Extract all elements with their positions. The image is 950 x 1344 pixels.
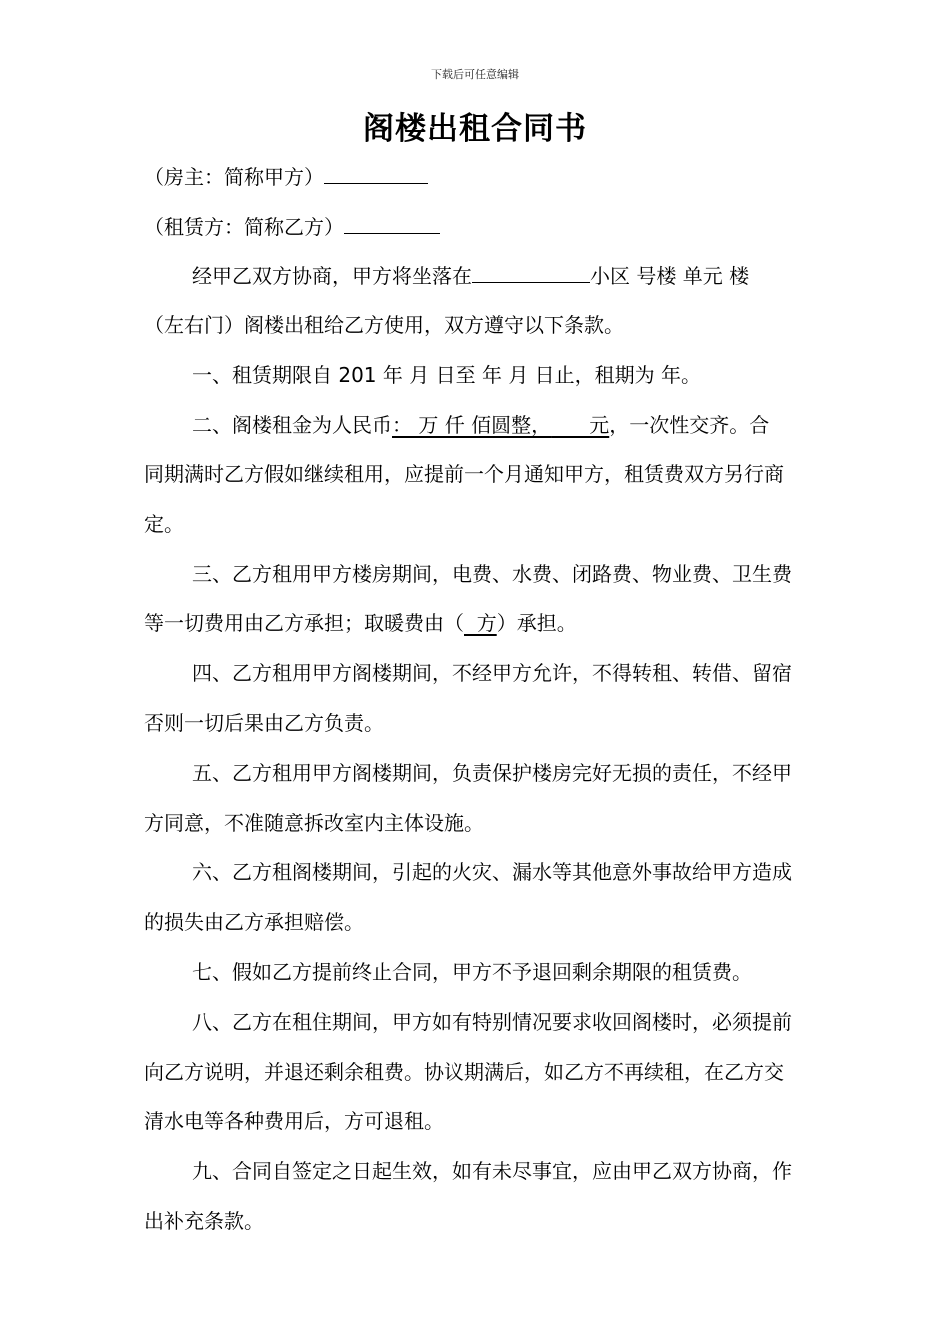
clause-9-line-1: 九、合同自签定之日起生效，如有未尽事宜，应由甲乙双方协商，作 — [192, 1159, 792, 1183]
intro-line-1 — [144, 260, 806, 291]
clause-2-text-b: ，一次性交齐。合 — [609, 413, 770, 437]
clause-9-line-2: 出补充条款。 — [144, 1209, 264, 1233]
intro-line-2: （左右门）阁楼出租给乙方使用，双方遵守以下条款。 — [144, 313, 624, 337]
intro-text-b: 小区 号楼 单元 楼 — [590, 264, 750, 288]
rent-amount-blank: ： 万 仟 佰圆整， — [392, 413, 552, 437]
clause-6-line-1: 六、乙方租阁楼期间，引起的火灾、漏水等其他意外事故给甲方造成 — [192, 860, 792, 884]
clause-4-line-1: 四、乙方租用甲方阁楼期间，不经甲方允许，不得转租、转借、留宿 — [192, 661, 792, 685]
clause-7: 七、假如乙方提前终止合同，甲方不予退回剩余期限的租赁费。 — [192, 960, 752, 984]
intro-text-a: 经甲乙双方协商，甲方将坐落在 — [192, 264, 472, 288]
clause-2-line-3: 定。 — [144, 512, 184, 536]
clause-4-line-2: 否则一切后果由乙方负责。 — [144, 711, 384, 735]
heating-payer-blank: 方 — [464, 611, 497, 635]
clause-5-line-1: 五、乙方租用甲方阁楼期间，负责保护楼房完好无损的责任，不经甲 — [192, 761, 792, 785]
tenant-label: （租赁方：简称乙方） — [144, 215, 344, 239]
tenant-line — [144, 211, 806, 242]
address-blank — [472, 260, 590, 283]
tenant-name-blank — [344, 211, 440, 234]
clause-2-line-2: 同期满时乙方假如继续租用，应提前一个月通知甲方，租赁费双方另行商 — [144, 462, 784, 486]
clause-3-text-b: ）承担。 — [496, 611, 577, 635]
landlord-line — [144, 161, 806, 192]
landlord-name-blank — [324, 161, 428, 184]
clause-1: 一、租赁期限自 201 年 月 日至 年 月 日止，租期为 年。 — [192, 363, 702, 387]
landlord-label: （房主：简称甲方） — [144, 165, 324, 189]
header-note: 下载后可任意编辑 — [431, 68, 519, 81]
clause-2-text-a: 二、阁楼租金为人民币 — [192, 413, 392, 437]
rent-yuan-blank: 元 — [551, 413, 610, 437]
clause-6-line-2: 的损失由乙方承担赔偿。 — [144, 910, 364, 934]
clause-5-line-2: 方同意，不准随意拆改室内主体设施。 — [144, 811, 484, 835]
clause-8-line-1: 八、乙方在租住期间，甲方如有特别情况要求收回阁楼时，必须提前 — [192, 1010, 792, 1034]
clause-8-line-2: 向乙方说明，并退还剩余租费。协议期满后，如乙方不再续租，在乙方交 — [144, 1060, 784, 1084]
clause-3-line-1: 三、乙方租用甲方楼房期间，电费、水费、闭路费、物业费、卫生费 — [192, 562, 792, 586]
clause-2-line-1 — [144, 410, 806, 440]
contract-title: 阁楼出租合同书 — [363, 111, 587, 147]
clause-8-line-3: 清水电等各种费用后，方可退租。 — [144, 1109, 444, 1133]
clause-3-line-2 — [144, 608, 806, 638]
clause-3-text-a: 等一切费用由乙方承担；取暖费由（ — [144, 611, 464, 635]
